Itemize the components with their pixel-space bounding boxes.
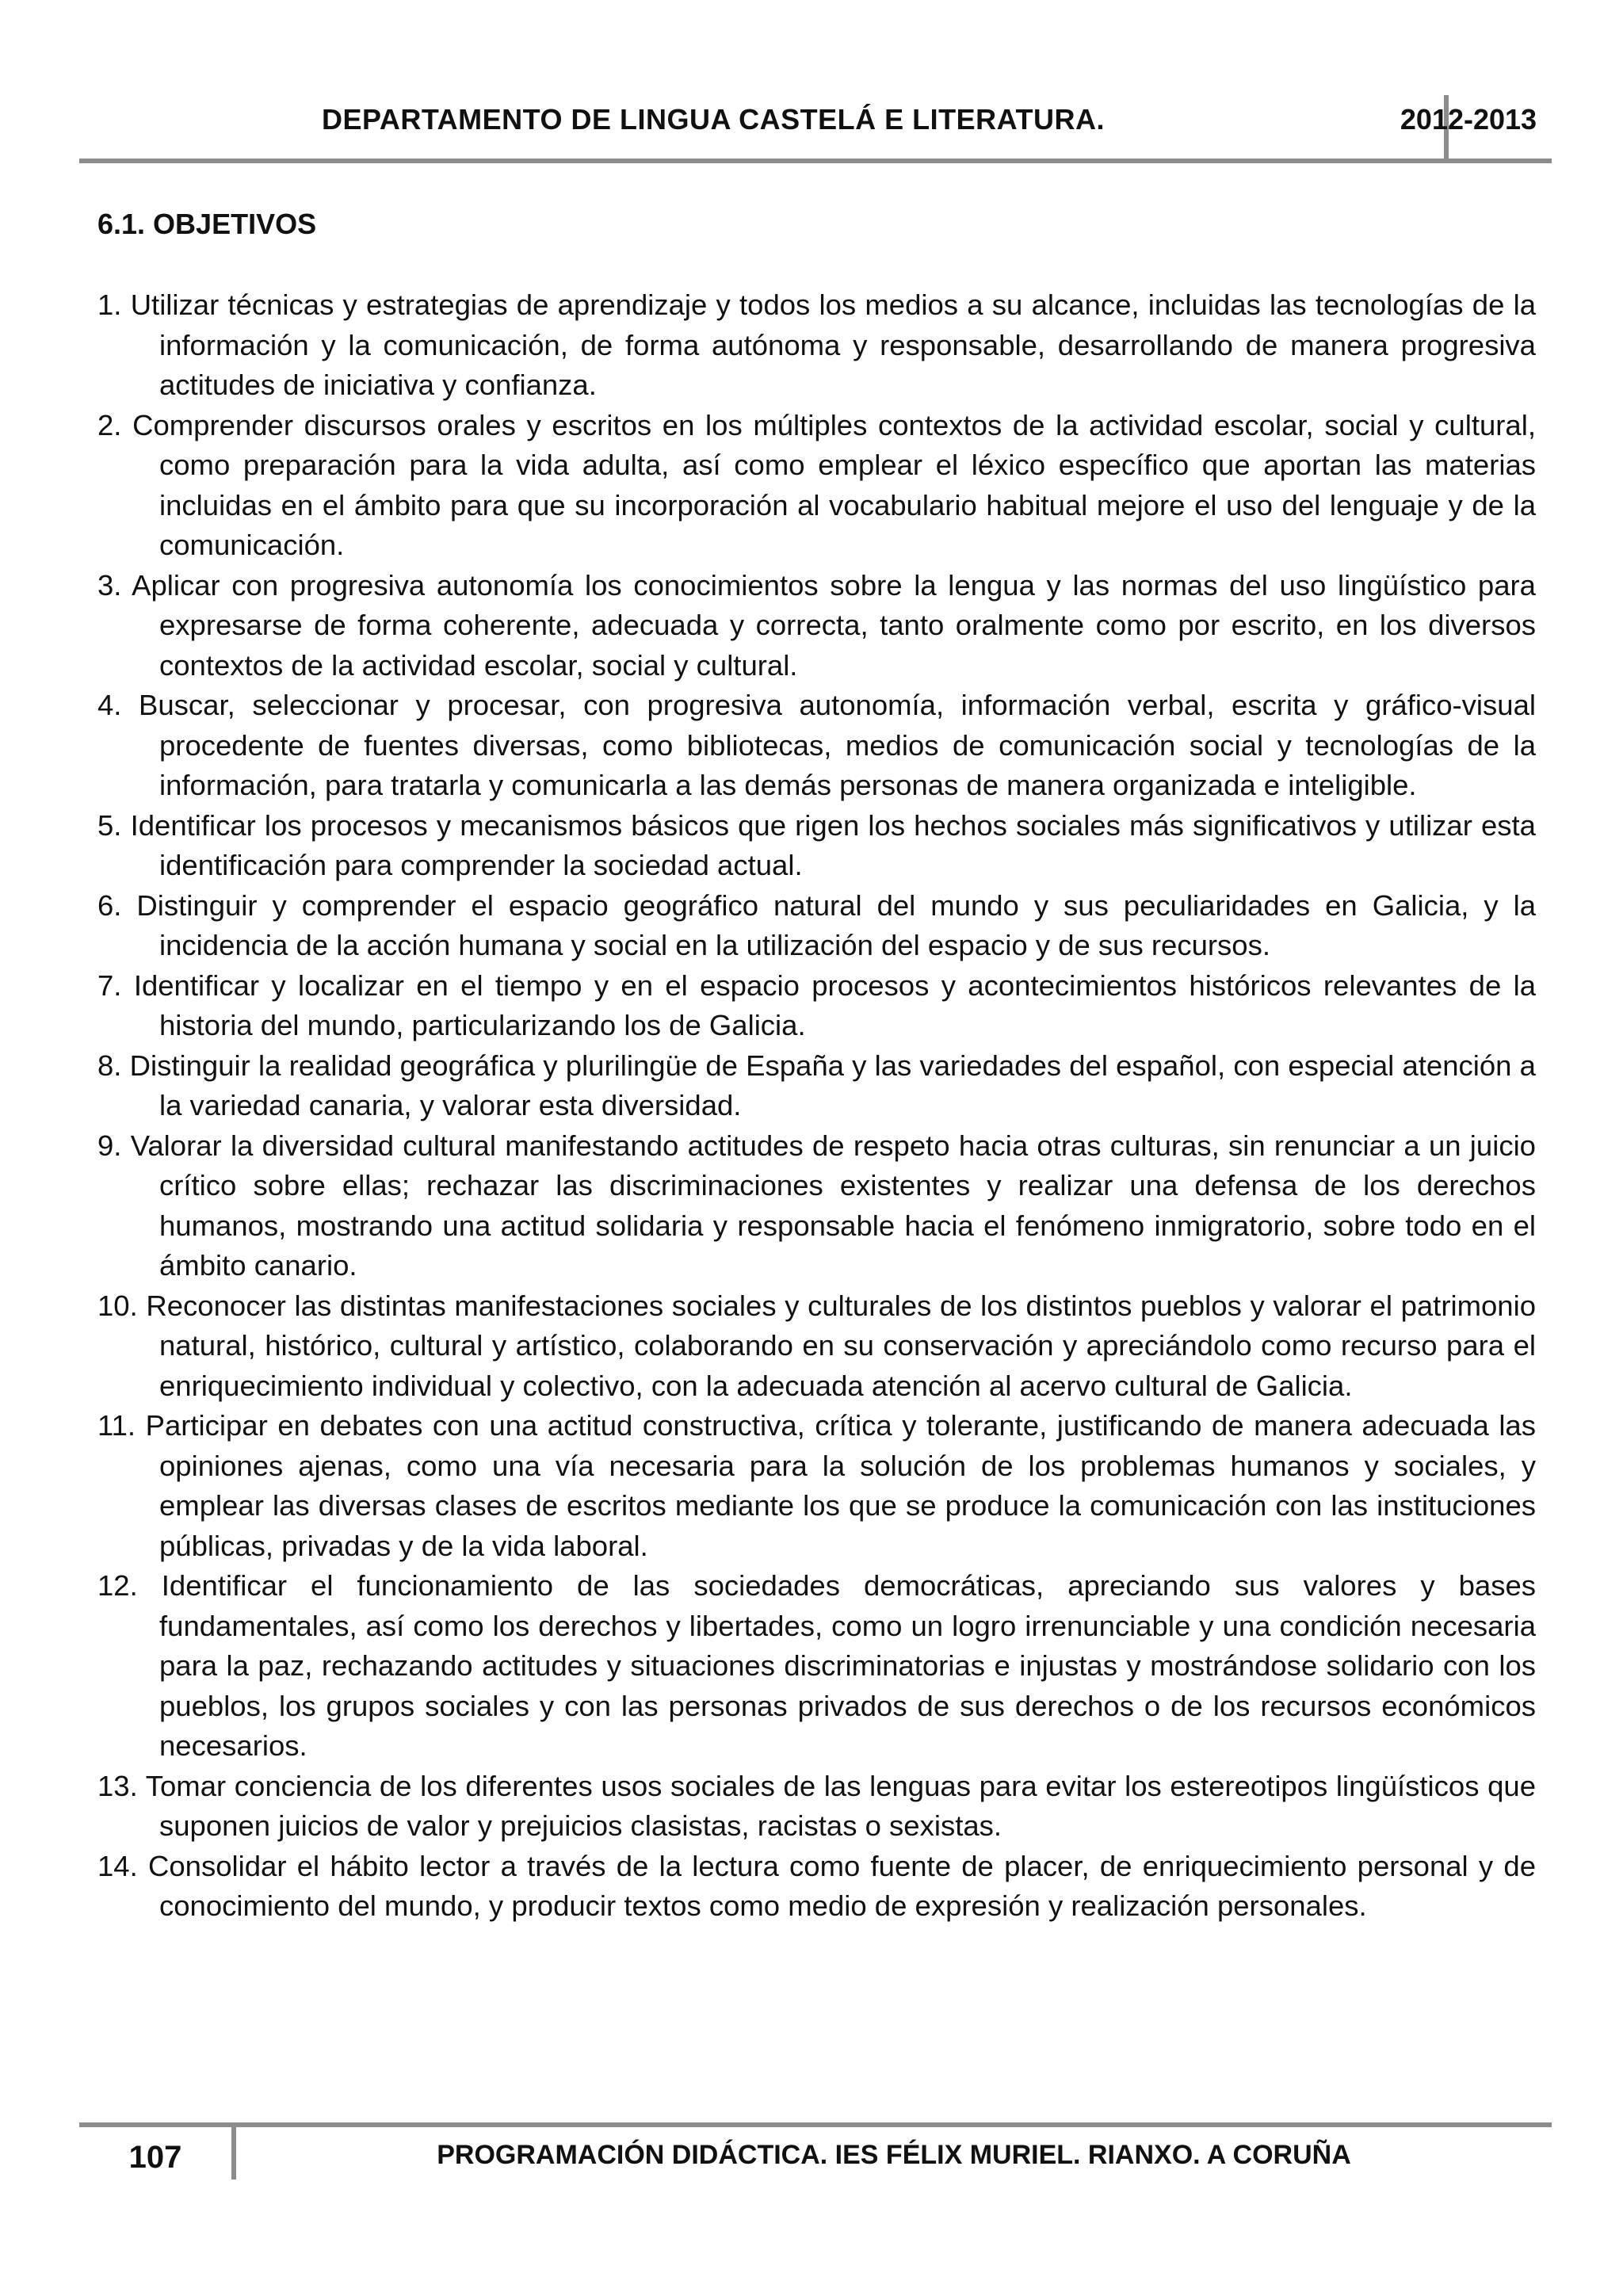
item-number: 5. <box>97 808 122 842</box>
item-number: 10. <box>97 1289 138 1322</box>
item-text: Comprender discursos orales y escritos en los múltiples contextos de la actividad escolar, social y cultural, como preparación para la vida adulta, así como emplear el léxico específico que aportan las materias incluidas en el ámbito para que su incorporación al vocabulario habitual mejore el uso del lenguaje y de la comunicación. <box>132 408 1536 561</box>
item-text: Tomar conciencia de los diferentes usos sociales de las lenguas para evitar los estereotipos lingüísticos que suponen juicios de valor y prejuicios clasistas, racistas o sexistas. <box>145 1769 1537 1842</box>
item-number: 3. <box>97 568 122 602</box>
item-text: Participar en debates con una actitud constructiva, crítica y tolerante, justificando de manera adecuada las opiniones ajenas, como una vía necesaria para la solución de los problemas humanos y sociales, y emplear las diversas clases de escritos mediante los que se produce la comunicación con las instituciones públicas, privadas y de la vida laboral. <box>145 1409 1536 1562</box>
item-number: 9. <box>97 1129 122 1162</box>
list-item <box>97 1286 1536 1407</box>
footer-text: PROGRAMACIÓN DIDÁCTICA. IES FÉLIX MURIEL. RIANXO. A CORUÑA <box>437 2140 1351 2170</box>
item-number: 1. <box>97 288 122 321</box>
page-footer <box>79 2122 1552 2186</box>
item-text: Valorar la diversidad cultural manifestando actitudes de respeto hacia otras culturas, sin renunciar a un juicio crítico sobre ellas; rechazar las discriminaciones existentes y realizar una defensa de los derechos humanos, mostrando una actitud solidaria y responsable hacia el fenómeno inmigratorio, sobre todo en el ámbito canario. <box>130 1129 1536 1282</box>
item-number: 8. <box>97 1049 122 1082</box>
list-item <box>97 806 1536 886</box>
list-item <box>97 406 1536 566</box>
item-text: Distinguir y comprender el espacio geográfico natural del mundo y sus peculiaridades en Galicia, y la incidencia de la acción humana y social en la utilización del espacio y de sus recursos. <box>136 888 1536 961</box>
list-item <box>97 566 1536 686</box>
list-item <box>97 285 1536 406</box>
item-number: 2. <box>97 408 122 441</box>
list-item <box>97 1126 1536 1286</box>
list-item <box>97 886 1536 966</box>
item-text: Reconocer las distintas manifestaciones sociales y culturales de los distintos pueblos y valorar el patrimonio natural, histórico, cultural y artístico, colaborando en su conservación y apreciándolo como recurso para el enriquecimiento individual y colectivo, con la adecuada atención al acervo cultural de Galicia. <box>146 1289 1536 1402</box>
item-number: 12. <box>97 1569 138 1602</box>
item-number: 13. <box>97 1769 138 1802</box>
item-text: Aplicar con progresiva autonomía los conocimientos sobre la lengua y las normas del uso lingüístico para expresarse de forma coherente, adecuada y correcta, tanto oralmente como por escrito, en los diversos contextos de la actividad escolar, social y cultural. <box>132 568 1536 682</box>
item-text: Utilizar técnicas y estrategias de aprendizaje y todos los medios a su alcance, incluidas las tecnologías de la información y la comunicación, de forma autónoma y responsable, desarrollando de manera progresiva actitudes de iniciativa y confianza. <box>130 288 1536 401</box>
item-text: Identificar el funcionamiento de las sociedades democráticas, apreciando sus valores y bases fundamentales, así como los derechos y libertades, como un logro irrenunciable y una condición necesaria para la paz, rechazando actitudes y situaciones discriminatorias e injustas y mostrándose solidario con los pueblos, los grupos sociales y con las personas privados de sus derechos o de los recursos económicos necesarios. <box>159 1569 1536 1762</box>
list-item <box>97 1046 1536 1126</box>
objectives-list <box>97 285 1536 1927</box>
header-rule <box>79 159 1552 163</box>
section-title: 6.1. OBJETIVOS <box>97 208 317 240</box>
item-number: 7. <box>97 968 122 1002</box>
page-number: 107 <box>128 2140 182 2175</box>
item-number: 6. <box>97 888 122 922</box>
list-item <box>97 1406 1536 1566</box>
item-text: Buscar, seleccionar y procesar, con progresiva autonomía, información verbal, escrita y gráfico-visual procedente de fuentes diversas, como bibliotecas, medios de comunicación social y tecnologías de la información, para tratarla y comunicarla a las demás personas de manera organizada e inteligible. <box>139 689 1536 801</box>
list-item <box>97 966 1536 1046</box>
page-header <box>79 95 1552 159</box>
item-number: 14. <box>97 1849 138 1882</box>
header-year: 2012-2013 <box>1400 103 1537 136</box>
item-text: Identificar y localizar en el tiempo y en el espacio procesos y acontecimientos históricos relevantes de la historia del mundo, particularizando los de Galicia. <box>133 968 1536 1041</box>
list-item <box>97 1767 1536 1847</box>
item-number: 4. <box>97 689 122 721</box>
list-item <box>97 1847 1536 1927</box>
list-item <box>97 686 1536 806</box>
list-item <box>97 1566 1536 1767</box>
footer-rule <box>79 2122 1552 2127</box>
item-number: 11. <box>97 1409 136 1442</box>
item-text: Identificar los procesos y mecanismos básicos que rigen los hechos sociales más significativos y utilizar esta identificación para comprender la sociedad actual. <box>130 808 1536 881</box>
item-text: Consolidar el hábito lector a través de la lectura como fuente de placer, de enriquecimiento personal y de conocimiento del mundo, y producir textos como medio de expresión y realización personales. <box>148 1849 1536 1922</box>
header-title: DEPARTAMENTO DE LINGUA CASTELÁ E LITERATURA. <box>322 103 1105 136</box>
item-text: Distinguir la realidad geográfica y plurilingüe de España y las variedades del español, con especial atención a la variedad canaria, y valorar esta diversidad. <box>129 1049 1536 1121</box>
